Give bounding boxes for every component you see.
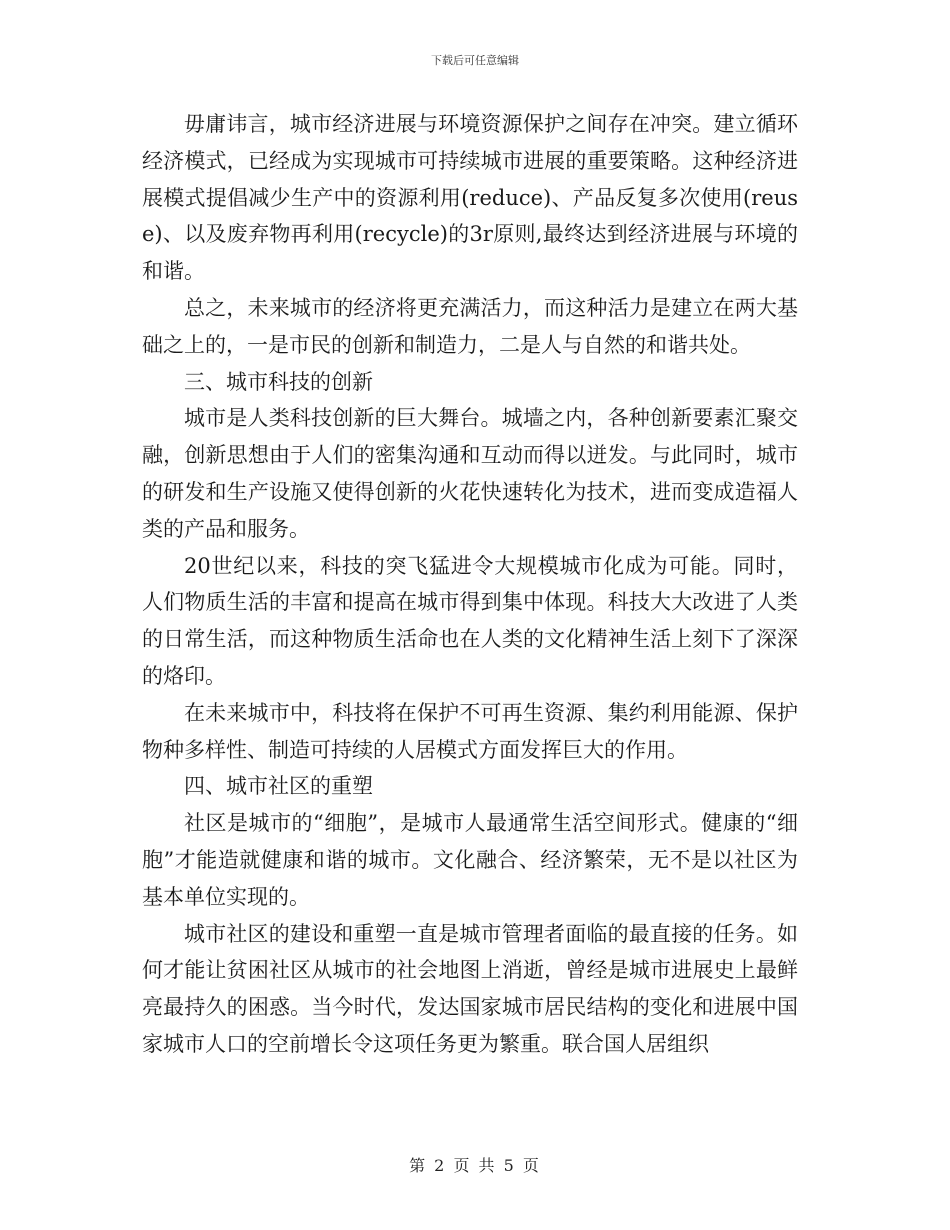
page-header-note: 下载后可任意编辑 [431, 54, 519, 67]
paragraph-future-tech: 在未来城市中，科技将在保护不可再生资源、集约利用能源、保护物种多样性、制造可持续的人居模式方面发挥巨大的作用。 [142, 700, 798, 762]
document-body [142, 106, 798, 1063]
section-heading-community: 四、城市社区的重塑 [184, 774, 373, 799]
paragraph-city-innovation: 城市是人类科技创新的巨大舞台。城墙之内，各种创新要素汇聚交融，创新思想由于人们的密集沟通和互动而得以迸发。与此同时，城市的研发和生产设施又使得创新的火花快速转化为技术，进而变成造福人类的产品和服务。 [142, 406, 798, 541]
page-number-footer: 第 2 页 共 5 页 [409, 1156, 541, 1175]
paragraph-20th-century-tech: 20世纪以来，科技的突飞猛进令大规模城市化成为可能。同时，人们物质生活的丰富和提高在城市得到集中体现。科技大大改进了人类的日常生活，而这种物质生活命也在人类的文化精神生活上刻下了深深的烙印。 [142, 553, 798, 688]
paragraph-circular-economy: 毋庸讳言，城市经济进展与环境资源保护之间存在冲突。建立循环经济模式，已经成为实现城市可持续城市进展的重要策略。这种经济进展模式提倡减少生产中的资源利用(reduce)、产品反复多次使用(reuse)、以及废弃物再利用(recycle)的3r原则,最终达到经济进展与环境的和谐。 [142, 112, 798, 284]
section-heading-technology: 三、城市科技的创新 [184, 369, 373, 394]
paragraph-community-cell: 社区是城市的“细胞”，是城市人最通常生活空间形式。健康的“细胞”才能造就健康和谐的城市。文化融合、经济繁荣，无不是以社区为基本单位实现的。 [142, 811, 798, 909]
paragraph-community-rebuild: 城市社区的建设和重塑一直是城市管理者面临的最直接的任务。如何才能让贫困社区从城市的社会地图上消逝，曾经是城市进展史上最鲜亮最持久的困惑。当今时代，发达国家城市居民结构的变化和进展中国家城市人口的空前增长令这项任务更为繁重。联合国人居组织 [142, 921, 798, 1056]
paragraph-economy-summary: 总之，未来城市的经济将更充满活力，而这种活力是建立在两大基础之上的，一是市民的创新和制造力，二是人与自然的和谐共处。 [142, 295, 798, 357]
